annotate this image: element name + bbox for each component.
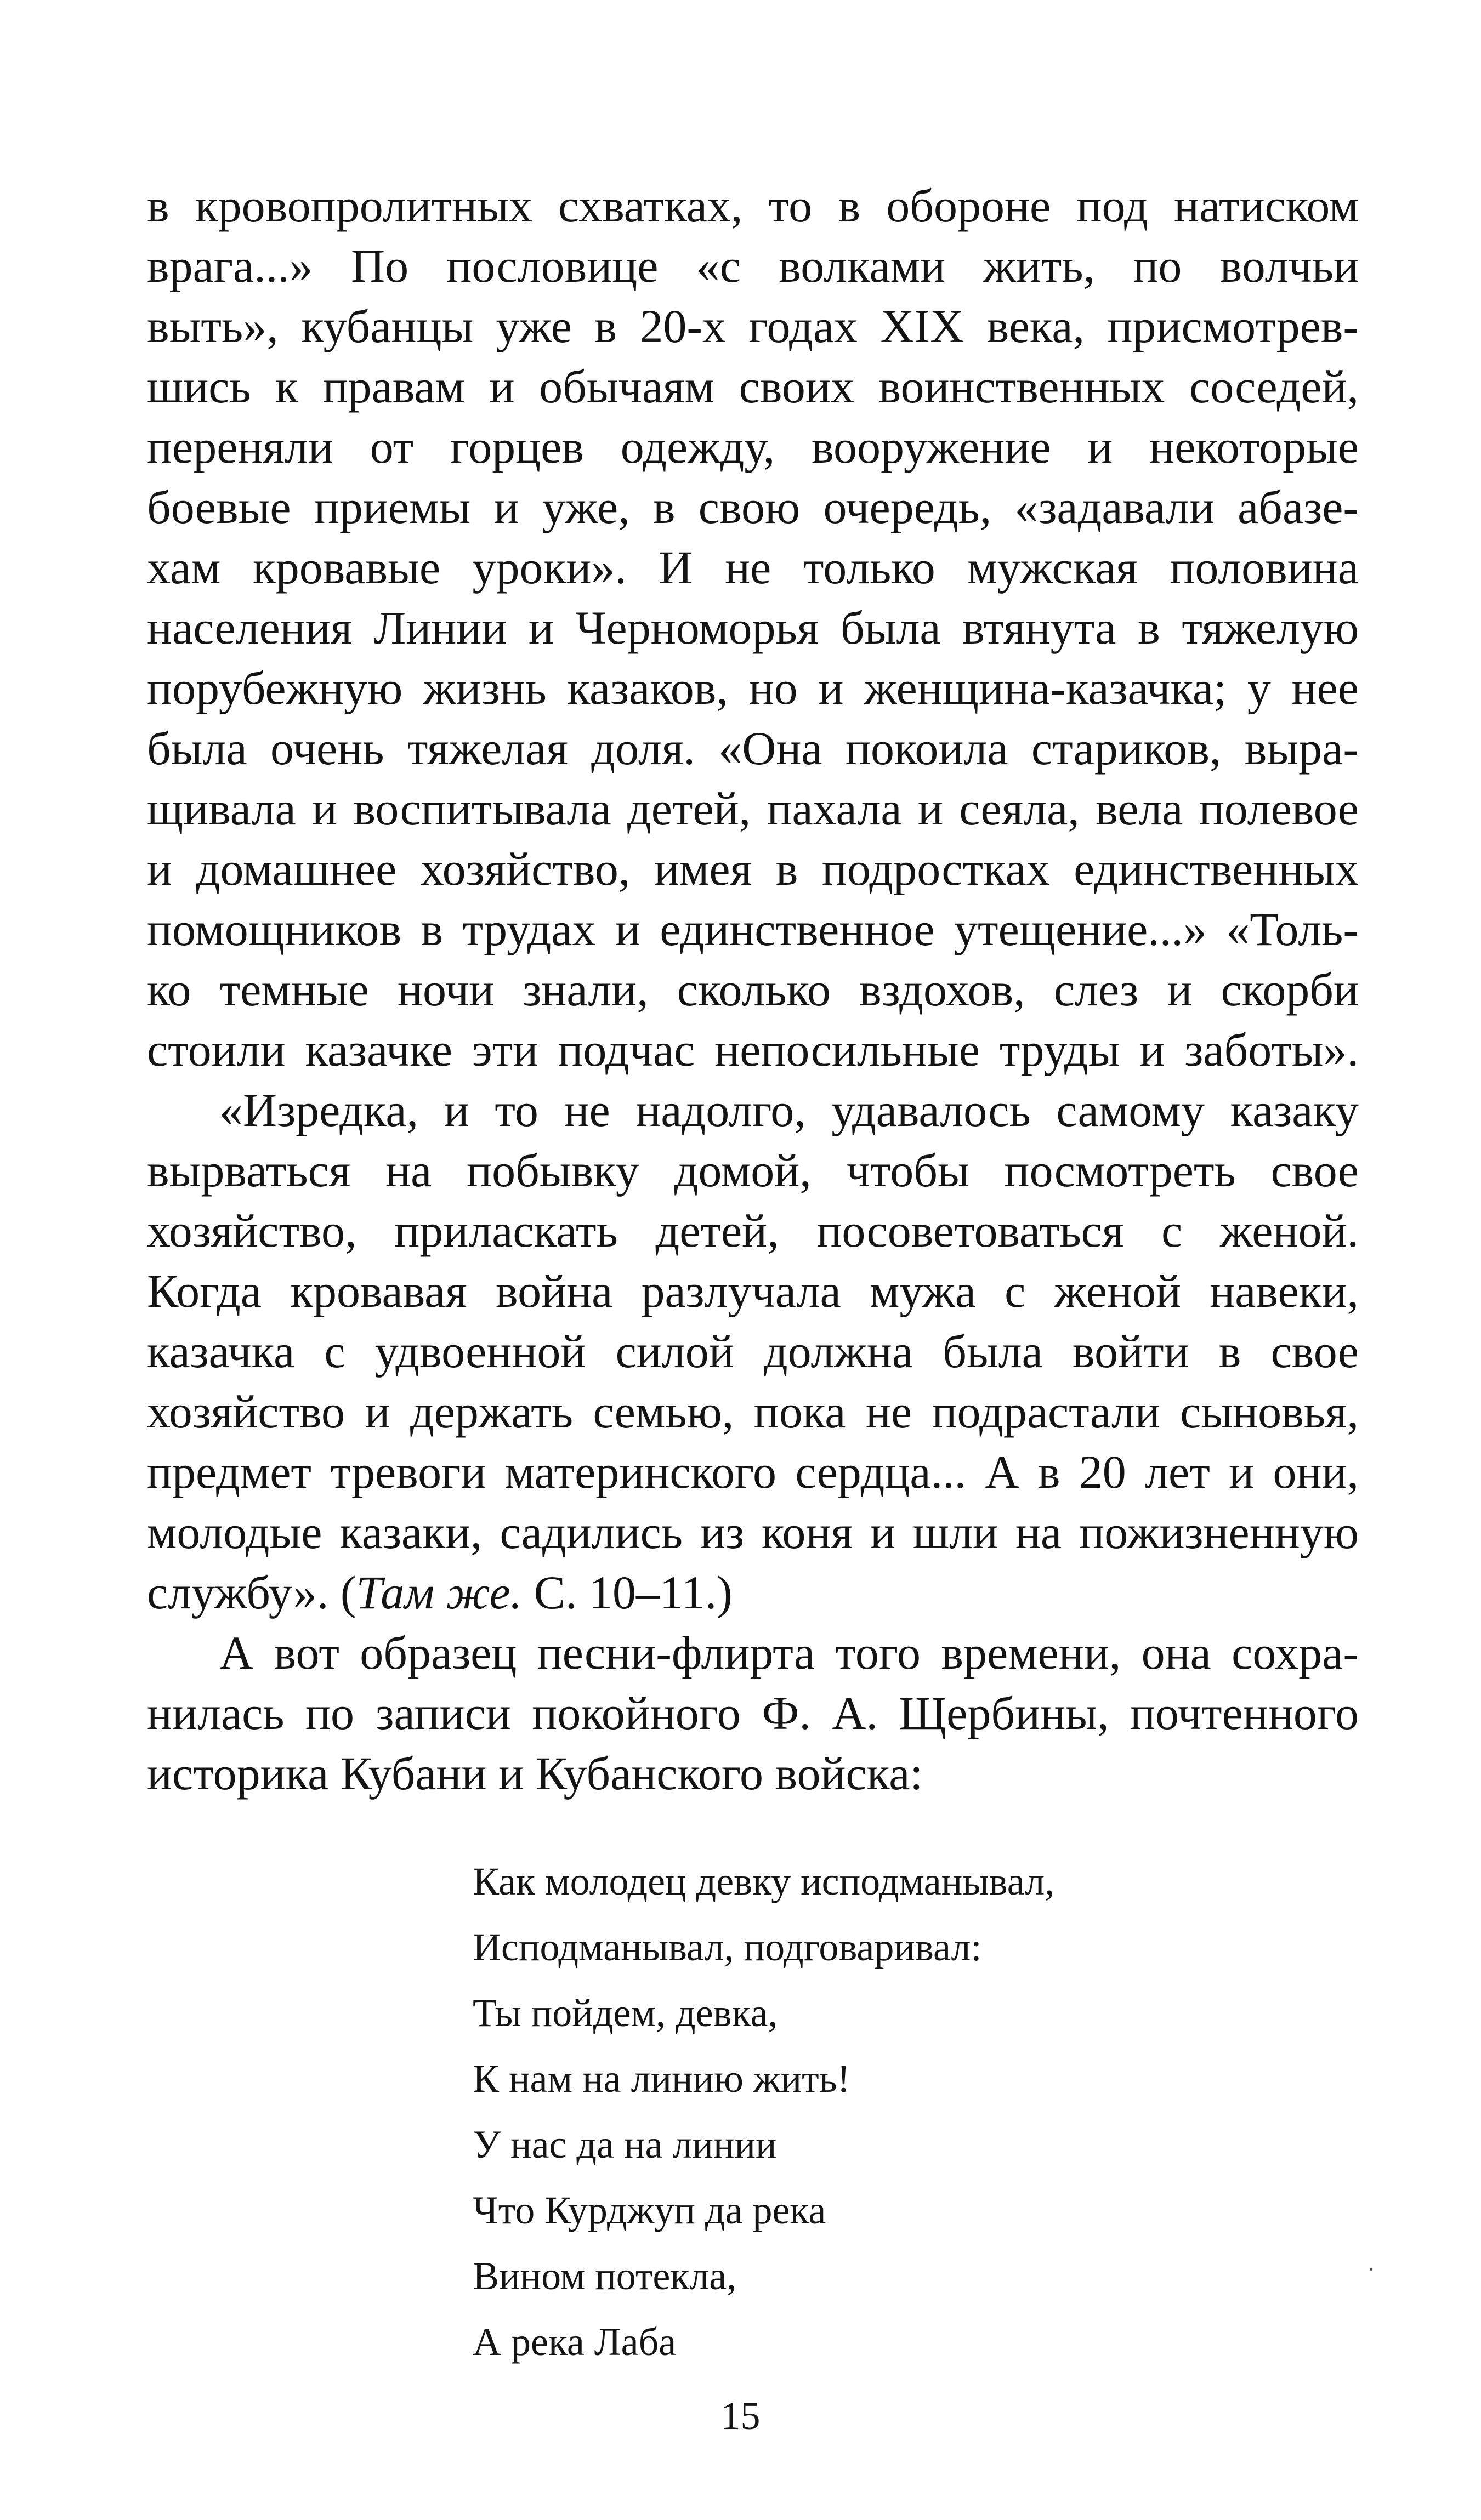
text-line: переняли от горцев одежду, вооружение и некоторые	[147, 420, 1359, 473]
text-line: хам кровавые уроки». И не только мужская половина	[147, 541, 1359, 594]
text-line: порубежную жизнь казаков, но и женщина-казачка; у нее	[147, 662, 1359, 714]
verse-line: Вином потекла,	[473, 2254, 737, 2298]
text-line-citation	[147, 1562, 1359, 1623]
citation-source: Там же.	[356, 1566, 523, 1619]
verse-line: У нас да на линии	[473, 2123, 777, 2166]
text-line: врага...» По пословице «с волками жить, по волчьи	[147, 240, 1359, 292]
text-line: нилась по записи покойного Ф. А. Щербины, почтенного	[147, 1687, 1359, 1739]
text-line: была очень тяжелая доля. «Она покоила стариков, выра-	[147, 722, 1359, 775]
scan-speck	[1370, 2268, 1372, 2271]
text-line: населения Линии и Черноморья была втянута в тяжелую	[147, 601, 1359, 654]
text-line: стоили казачке эти подчас непосильные труды и заботы».	[147, 1023, 1359, 1076]
text-line: А вот образец песни-флирта того времени, она сохра-	[219, 1626, 1359, 1679]
song-verse	[473, 1848, 1295, 2375]
text-line: выть», кубанцы уже в 20-х годах XIX века, присмотрев-	[147, 300, 1359, 352]
paragraph-1	[147, 175, 1359, 1080]
text-line: в кровопролитных схватках, то в обороне под натиском	[147, 179, 1359, 232]
verse-line: Как молодец девку исподманывал,	[473, 1859, 1055, 1903]
verse-line: Ты пойдем, девка,	[473, 1991, 778, 2035]
text-line: боевые приемы и уже, в свою очередь, «задавали абазе-	[147, 481, 1359, 533]
text-line: ко темные ночи знали, сколько вздохов, слез и скорби	[147, 963, 1359, 1016]
paragraph-2	[147, 1080, 1359, 1623]
text-line: хозяйство и держать семью, пока не подрастали сыновья,	[147, 1385, 1359, 1438]
text-line: предмет тревоги материнского сердца... А в 20 лет и они,	[147, 1446, 1359, 1498]
citation-pages: С. 10–11.)	[522, 1566, 733, 1619]
text-line: Когда кровавая война разлучала мужа с женой навеки,	[147, 1265, 1359, 1317]
line-start: службу». (	[147, 1566, 356, 1619]
page-number: 15	[720, 2394, 761, 2438]
text-line: и домашнее хозяйство, имея в подростках единственных	[147, 843, 1359, 895]
text-line: щивала и воспитывала детей, пахала и сеяла, вела полевое	[147, 782, 1359, 835]
text-line: помощников в трудах и единственное утещение...» «Толь-	[147, 903, 1359, 955]
paragraph-3	[147, 1623, 1359, 1804]
text-line: «Изредка, и то не надолго, удавалось самому казаку	[219, 1084, 1359, 1136]
text-line: шись к правам и обычаям своих воинственных соседей,	[147, 360, 1359, 413]
text-line: историка Кубани и Кубанского войска:	[147, 1747, 923, 1800]
verse-line: А река Лаба	[473, 2320, 677, 2364]
text-line: молодые казаки, садились из коня и шли на пожизненную	[147, 1506, 1359, 1558]
text-line: хозяйство, приласкать детей, посоветоваться с женой.	[147, 1204, 1359, 1257]
text-line: казачка с удвоенной силой должна была войти в свое	[147, 1325, 1359, 1378]
verse-line: Что Курджуп да река	[473, 2188, 826, 2232]
verse-line: Исподманывал, подговаривал:	[473, 1925, 982, 1969]
text-line: вырваться на побывку домой, чтобы посмотреть свое	[147, 1144, 1359, 1197]
verse-line: К нам на линию жить!	[473, 2057, 850, 2101]
body-text	[147, 175, 1359, 1804]
